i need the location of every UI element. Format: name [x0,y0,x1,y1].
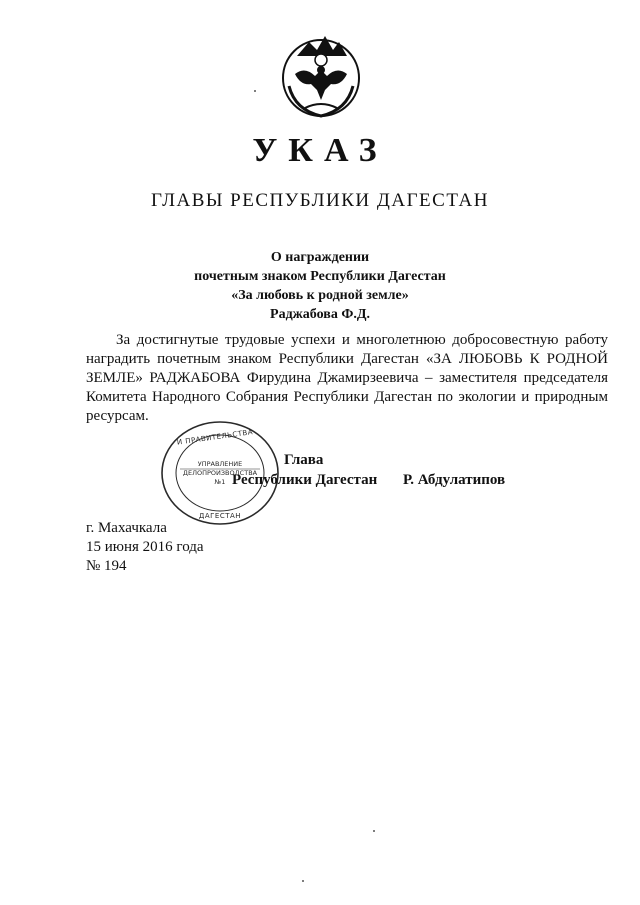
decree-body: За достигнутые трудовые успехи и многолетнюю добросовестную работу наградить почетным знаком Республики Дагестан «ЗА ЛЮБОВЬ К РОДНОЙ ЗЕМЛЕ» РАДЖАБОВА Фирудина Джамирзеевича – заместителя председателя Комитета Народного Собрания Республики Дагестан по экологии и природным ресурсам. [86,332,608,424]
coat-of-arms-icon [275,30,367,122]
scan-speck [254,90,256,92]
svg-text:И ПРАВИТЕЛЬСТВА: И ПРАВИТЕЛЬСТВА [176,428,254,447]
heading-line: О награждении [270,250,370,265]
signer-position-republic: Республики Дагестан [232,472,378,488]
footer-city: г. Махачкала [86,520,167,536]
decree-title: УКАЗ [252,132,388,169]
signer-position: Глава [284,452,324,468]
heading-line: почетным знаком Республики Дагестан [194,269,446,284]
decree-footer [86,519,204,576]
svg-text:ДАГЕСТАН: ДАГЕСТАН [198,512,242,520]
decree-subtitle: ГЛАВЫ РЕСПУБЛИКИ ДАГЕСТАН [151,190,489,211]
signer-name: Р. Абдулатипов [403,472,506,488]
svg-text:ДЕЛОПРОИЗВОДСТВА: ДЕЛОПРОИЗВОДСТВА [182,469,258,477]
heading-line: «За любовь к родной земле» [231,288,409,303]
svg-text:№1: №1 [214,478,226,486]
decree-heading [0,248,640,324]
scan-speck [373,830,375,832]
scan-speck [302,880,304,882]
svg-text:УПРАВЛЕНИЕ: УПРАВЛЕНИЕ [197,460,243,468]
heading-line: Раджабова Ф.Д. [270,307,370,322]
footer-number: № 194 [86,558,127,574]
footer-date: 15 июня 2016 года [86,539,204,555]
